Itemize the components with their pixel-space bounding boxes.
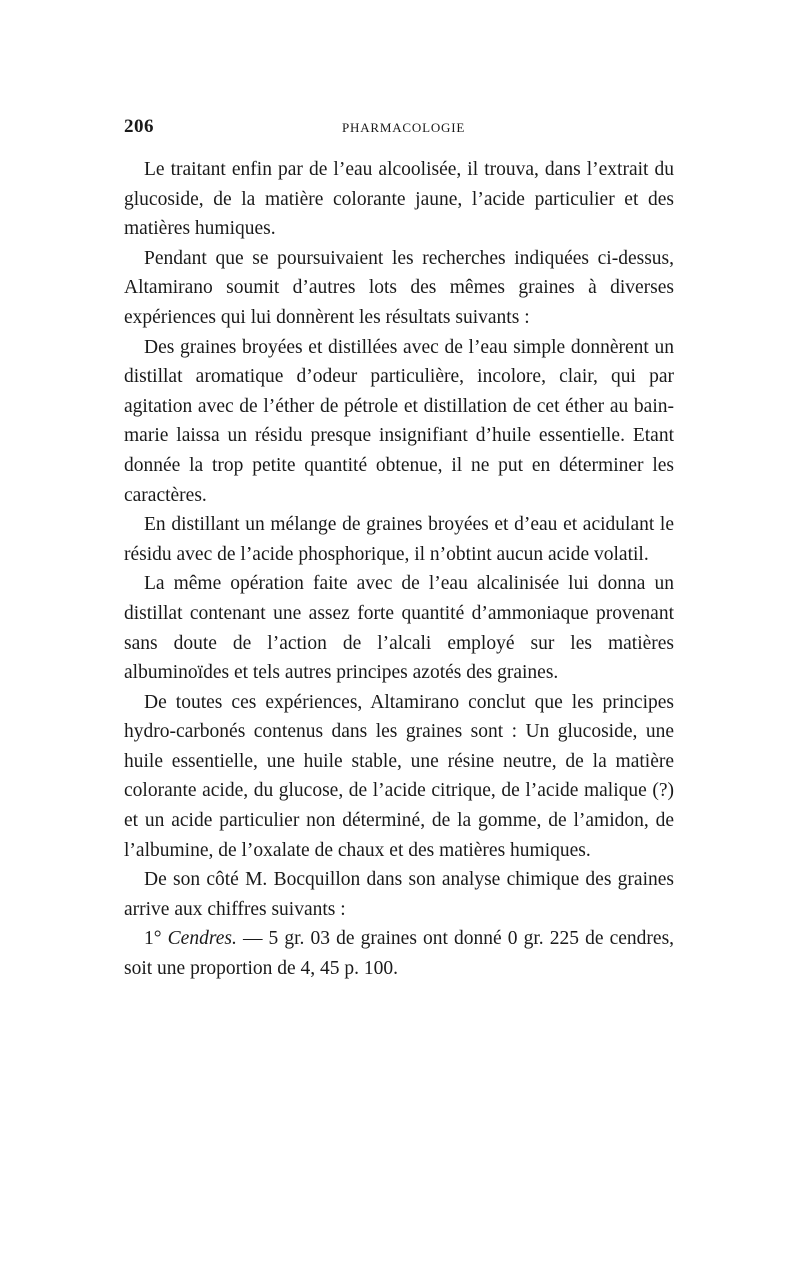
item-text: — 5 gr. 03 de graines ont donné 0 gr. 225 de cendres, soit une proportion de 4, 45 p. 100. (124, 928, 675, 980)
paragraph-cendres (124, 924, 674, 983)
item-label: Cendres. (167, 928, 237, 950)
paragraph: La même opération faite avec de l’eau alcalinisée lui donna un distillat contenant une assez forte quantité d’ammoniaque provenant sans doute de l’action de l’alcali employé sur les matières albuminoïdes et tels autres principes azotés des graines. (124, 573, 674, 684)
running-head: PHARMACOLOGIE (342, 120, 466, 135)
paragraph: De son côté M. Bocquillon dans son analyse chimique des graines arrive aux chiffres suivants : (124, 869, 674, 920)
paragraph: De toutes ces expériences, Altamirano conclut que les principes hydro-carbonés contenus dans les graines sont : Un glucoside, une huile essentielle, une huile stable, une résine neutre, de la matière colorante acide, du glucose, de l’acide citrique, de l’acide malique (?) et un acide particulier non déterminé, de la gomme, de l’amidon, de l’albumine, de l’oxalate de chaux et des matières humiques. (124, 691, 674, 861)
paragraph: Le traitant enfin par de l’eau alcoolisée, il trouva, dans l’extrait du glucoside, de la matière colorante jaune, l’acide particulier et des matières humiques. (124, 159, 674, 240)
paragraph: Pendant que se poursuivaient les recherches indiquées ci-dessus, Altamirano soumit d’autres lots des mêmes graines à diverses expériences qui lui donnèrent les résultats suivants : (124, 247, 674, 328)
paragraph: Des graines broyées et distillées avec de l’eau simple donnèrent un distillat aromatique d’odeur particulière, incolore, clair, qui par agitation avec de l’éther de pétrole et distillation de cet éther au bain-marie laissa un résidu presque insignifiant d’huile essentielle. Etant donnée la trop petite quantité obtenue, il ne put en déterminer les caractères. (124, 336, 674, 506)
page-number: 206 (124, 116, 154, 137)
paragraph: En distillant un mélange de graines broyées et d’eau et acidulant le résidu avec de l’acide phosphorique, il n’obtint aucun acide volatil. (124, 514, 674, 565)
list-number: 1° (144, 928, 162, 950)
body-text (124, 155, 674, 984)
page-header (124, 116, 672, 140)
